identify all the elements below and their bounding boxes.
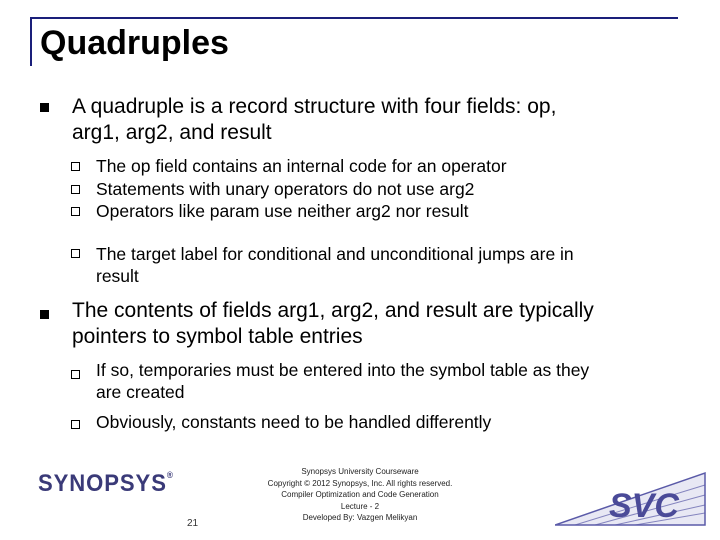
sub-bullet-marker bbox=[71, 370, 80, 379]
sub-bullet-marker bbox=[71, 162, 80, 171]
credits-line: Copyright © 2012 Synopsys, Inc. All rights reserved. bbox=[267, 478, 453, 488]
sub-bullet-text bbox=[96, 200, 676, 222]
sub-bullet-marker bbox=[71, 420, 80, 429]
bullet-text bbox=[72, 298, 682, 350]
page-number: 21 bbox=[187, 518, 199, 529]
sub-bullet-line: Statements with unary operators do not use arg2 bbox=[96, 179, 475, 199]
bullet-square bbox=[40, 103, 49, 112]
sub-bullet-text bbox=[96, 155, 676, 177]
registered-mark: ® bbox=[166, 470, 174, 480]
slide-title: Quadruples bbox=[40, 24, 229, 62]
sub-bullet-text bbox=[96, 243, 676, 287]
bullet-line: A quadruple is a record structure with four fields: op, bbox=[72, 95, 557, 118]
sub-bullet-marker bbox=[71, 249, 80, 258]
credits-line: Lecture - 2 bbox=[340, 501, 380, 511]
synopsys-logo-text: SYNOPSYS bbox=[38, 470, 167, 497]
sub-bullet-text bbox=[96, 411, 676, 433]
title-rule-top bbox=[30, 17, 678, 19]
sub-bullet-line: are created bbox=[96, 382, 185, 402]
svg-text:SVC: SVC bbox=[609, 487, 679, 525]
sub-bullet-line: Operators like param use neither arg2 nor result bbox=[96, 201, 469, 221]
credits-line: Developed By: Vazgen Melikyan bbox=[302, 513, 418, 522]
bullet-line: arg1, arg2, and result bbox=[72, 121, 272, 144]
sub-bullet-line: The target label for conditional and unconditional jumps are in bbox=[96, 244, 574, 264]
sub-bullet-line: If so, temporaries must be entered into the symbol table as they bbox=[96, 360, 590, 380]
credits-line: Compiler Optimization and Code Generation bbox=[281, 490, 439, 499]
credits-line: Synopsys University Courseware bbox=[301, 467, 419, 476]
sub-bullet-text bbox=[96, 359, 676, 403]
bullet-line: The contents of fields arg1, arg2, and result are typically bbox=[72, 299, 594, 322]
sub-bullet-line: The op field contains an internal code for an operator bbox=[96, 156, 507, 176]
title-rule-left bbox=[30, 17, 32, 66]
sub-bullet-line: Obviously, constants need to be handled differently bbox=[96, 412, 492, 432]
sub-bullet-marker bbox=[71, 207, 80, 216]
bullet-text bbox=[72, 94, 682, 146]
sub-bullet-line: result bbox=[96, 266, 139, 286]
sub-bullet-text bbox=[96, 178, 676, 200]
sub-bullet-marker bbox=[71, 185, 80, 194]
university-emblem-icon bbox=[555, 465, 715, 531]
synopsys-logo bbox=[38, 470, 174, 498]
bullet-line: pointers to symbol table entries bbox=[72, 325, 363, 348]
credits bbox=[240, 466, 480, 524]
bullet-square bbox=[40, 310, 49, 319]
